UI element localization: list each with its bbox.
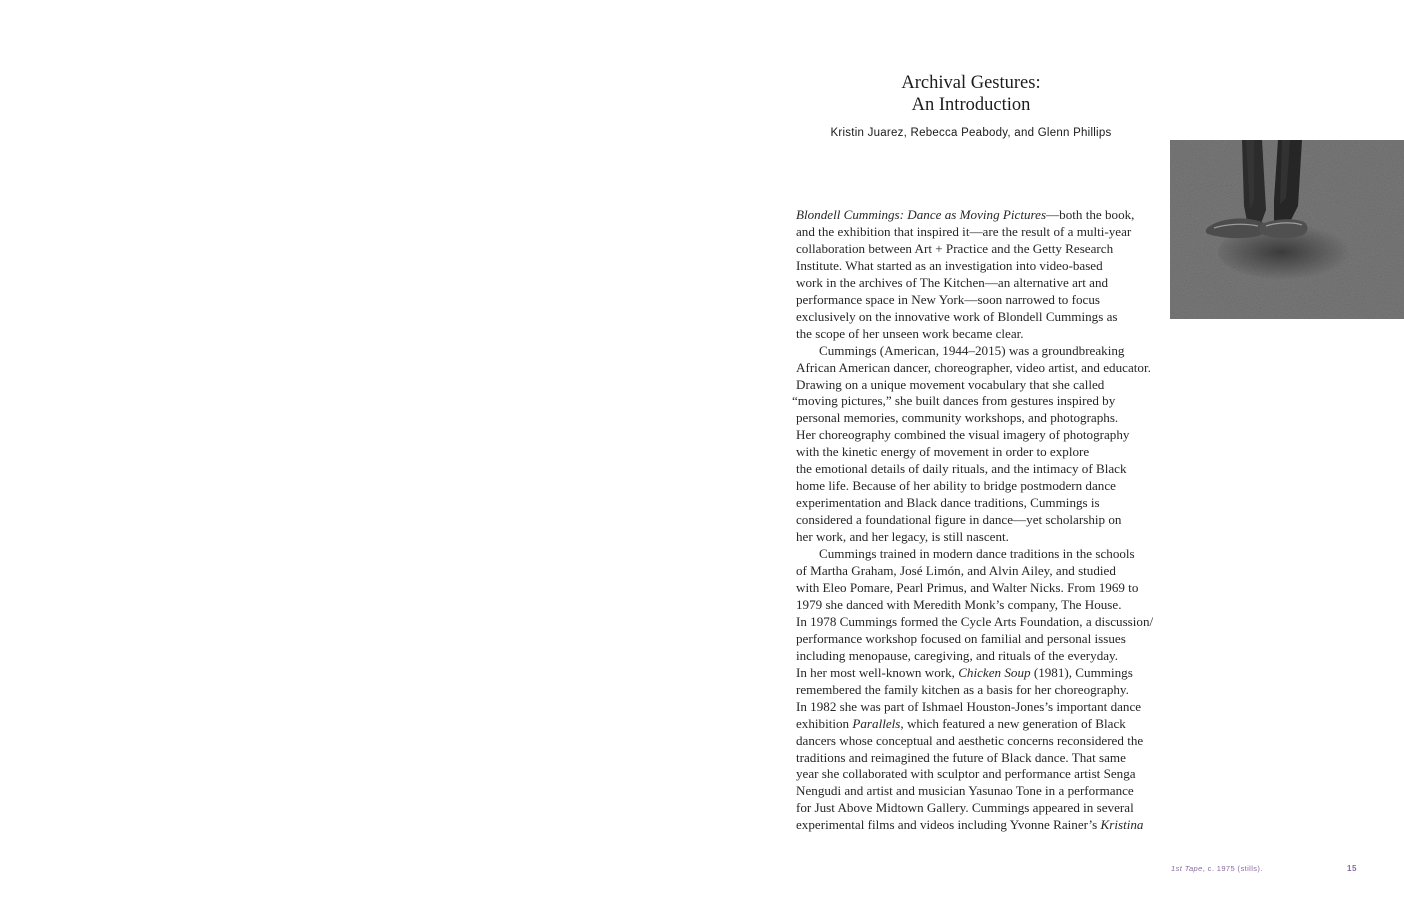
body-line-text: “moving pictures,” she built dances from gestures inspired by [792,393,1116,409]
body-line-text: considered a foundational figure in dance—yet scholarship on [796,512,1122,528]
chapter-title-line-1: Archival Gestures: [901,73,1041,93]
body-line [796,665,1156,682]
figure-caption-rest: , c. 1975 (stills). [1202,864,1263,873]
body-line [796,377,1156,394]
body-line-text: for Just Above Midtown Gallery. Cummings appeared in several [796,800,1134,816]
body-line [796,495,1156,512]
body-text [792,207,1156,834]
body-line-text: with Eleo Pomare, Pearl Primus, and Walter Nicks. From 1969 to [796,579,1139,595]
body-line [796,461,1156,478]
body-line [796,309,1156,326]
body-line-text: performance space in New York—soon narrowed to focus [796,291,1100,307]
chapter-title-line-2: An Introduction [911,95,1031,115]
body-line-text: African American dancer, choreographer, video artist, and educator. [796,359,1151,375]
body-line [796,580,1156,597]
body-line [792,393,1156,410]
body-line [796,563,1156,580]
body-line-text: performance workshop focused on familial and personal issues [796,630,1126,646]
body-line-text: traditions and reimagined the future of Black dance. That same [796,749,1126,765]
body-line-text: home life. Because of her ability to bridge postmodern dance [796,478,1116,494]
body-line [796,783,1156,800]
photo-feet-on-grass [1170,140,1404,319]
body-line [796,546,1156,563]
body-line-text: remembered the family kitchen as a basis for her choreography. [796,681,1129,697]
author-byline: Kristin Juarez, Rebecca Peabody, and Glenn Phillips [830,127,1112,139]
body-line [796,241,1156,258]
body-line-text: Institute. What started as an investigation into video-based [796,257,1103,273]
body-line [796,478,1156,495]
body-line [796,766,1156,783]
body-line-text: year she collaborated with sculptor and performance artist Senga [796,766,1136,782]
body-line [796,224,1156,241]
body-line [796,207,1156,224]
body-line-text: her work, and her legacy, is still nascent. [796,529,1009,545]
chapter-title [796,72,1146,116]
body-line [796,800,1156,817]
body-line [796,410,1156,427]
body-line-text: of Martha Graham, José Limón, and Alvin Ailey, and studied [796,563,1116,579]
body-line-text: (1981), Cummings [1030,664,1133,680]
body-line-text: collaboration between Art + Practice and the Getty Research [796,240,1114,256]
body-line [796,529,1156,546]
body-line-text: exhibition [796,715,853,731]
figure-caption-title: 1st Tape [1171,864,1203,873]
body-line-text: the scope of her unseen work became clear. [796,325,1024,341]
body-line [796,614,1156,631]
page-number: 15 [1347,864,1357,873]
body-line [796,699,1156,716]
body-line [796,292,1156,309]
body-line [796,631,1156,648]
body-line-text: personal memories, community workshops, and photographs. [796,410,1119,426]
body-line [796,716,1156,733]
body-line [796,258,1156,275]
body-line [796,750,1156,767]
body-line-italic: Chicken Soup [958,664,1031,680]
body-line [796,427,1156,444]
body-line-italic: Kristina [1100,817,1144,833]
body-line-text: with the kinetic energy of movement in order to explore [796,444,1090,460]
figure-caption [1171,864,1263,873]
body-line [796,733,1156,750]
body-line [796,326,1156,343]
body-line-text: , which featured a new generation of Black [900,715,1126,731]
body-line-text: In her most well-known work, [796,664,959,680]
body-line-text: —both the book, [1046,207,1135,222]
body-line-text: exclusively on the innovative work of Blondell Cummings as [796,308,1118,324]
body-line [796,597,1156,614]
body-line-text: including menopause, caregiving, and rituals of the everyday. [796,647,1119,663]
body-line-text: experimental films and videos including Yvonne Rainer’s [796,817,1101,833]
body-line [796,648,1156,665]
body-line [796,512,1156,529]
body-line-text: Cummings (American, 1944–2015) was a groundbreaking [819,342,1125,358]
body-line-text: experimentation and Black dance traditions, Cummings is [796,495,1100,511]
body-line-italic: Blondell Cummings: Dance as Moving Pictures [796,207,1047,222]
body-line [796,343,1156,360]
body-line [796,360,1156,377]
body-line-text: In 1982 she was part of Ishmael Houston-Jones’s important dance [796,698,1142,714]
body-line-text: the emotional details of daily rituals, and the intimacy of Black [796,461,1127,477]
body-line [796,275,1156,292]
body-line [796,817,1156,834]
body-line-text: 1979 she danced with Meredith Monk’s company, The House. [796,596,1122,612]
body-line-italic: Parallels [852,715,901,731]
body-line [796,682,1156,699]
body-line-text: and the exhibition that inspired it—are the result of a multi-year [796,223,1132,239]
body-line [796,444,1156,461]
body-line-text: Her choreography combined the visual imagery of photography [796,427,1130,443]
body-line-text: Nengudi and artist and musician Yasunao Tone in a performance [796,783,1134,799]
body-line-text: Drawing on a unique movement vocabulary that she called [796,376,1105,392]
body-line-text: work in the archives of The Kitchen—an alternative art and [796,274,1109,290]
body-line-text: Cummings trained in modern dance traditions in the schools [819,546,1135,562]
body-line-text: In 1978 Cummings formed the Cycle Arts Foundation, a discussion/ [796,613,1154,629]
body-line-text: dancers whose conceptual and aesthetic concerns reconsidered the [796,732,1144,748]
